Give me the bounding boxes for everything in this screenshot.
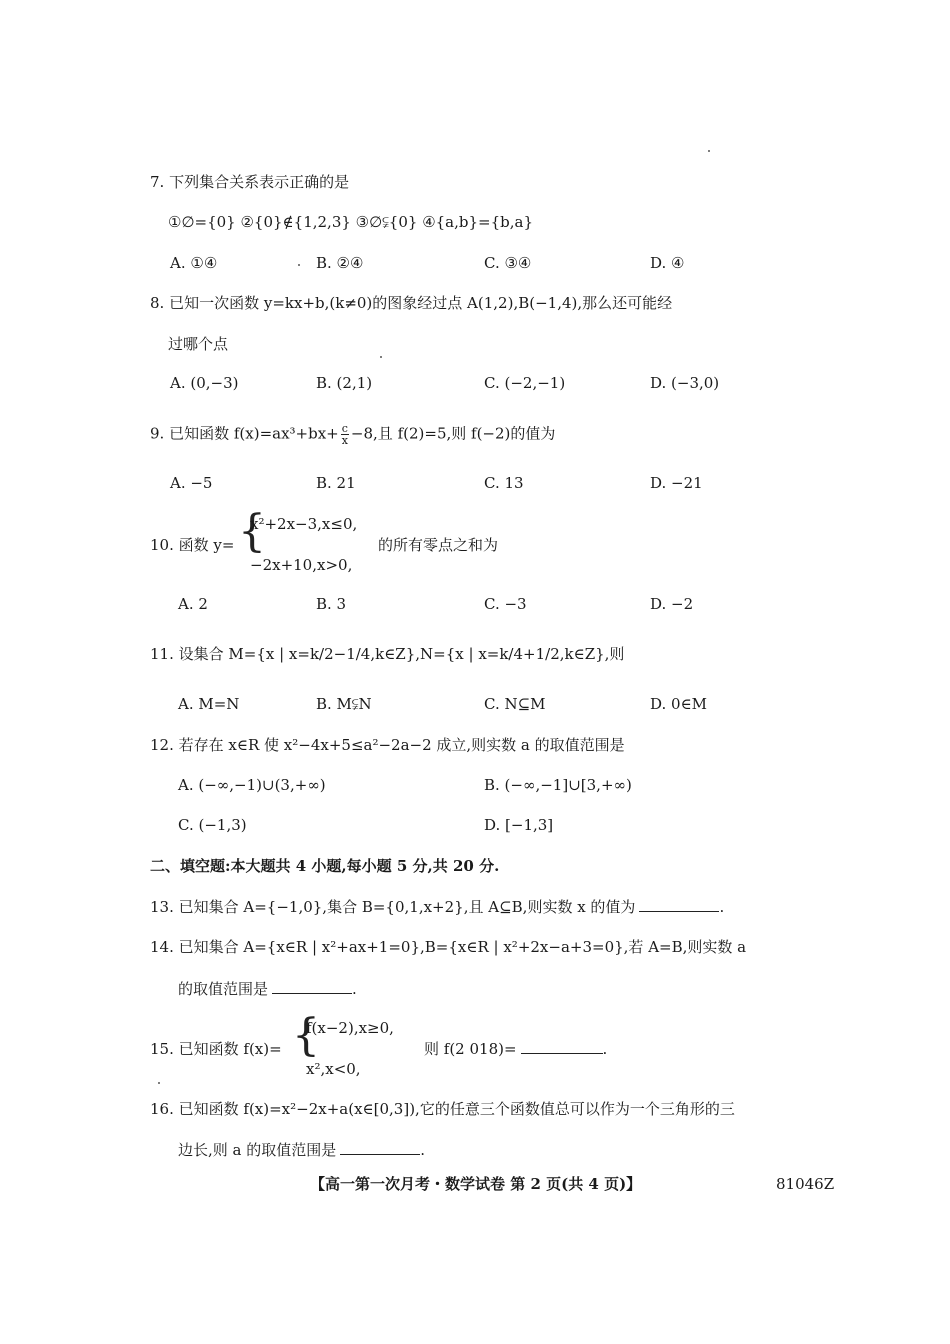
q9-stem-b: −8,且 f(2)=5,则 f(−2)的值为: [350, 424, 556, 443]
scan-speck: [708, 150, 710, 152]
q14-text-2: 的取值范围是: [178, 980, 269, 998]
q9-option-c: C. 13: [484, 474, 524, 492]
q9-fraction: [341, 423, 349, 446]
q10-case-1: x²+2x−3,x≤0,: [250, 515, 358, 533]
q9-frac-num: c: [341, 422, 348, 435]
q13-end: .: [719, 898, 725, 916]
q15-case-1: f(x−2),x≥0,: [306, 1019, 394, 1037]
q14-stem: 14. 已知集合 A={x∈R | x²+ax+1=0},B={x∈R | x²+2x−a+3=0},若 A=B,则实数 a: [150, 938, 747, 956]
q8-stem: 8. 已知一次函数 y=kx+b,(k≠0)的图象经过点 A(1,2),B(−1,4),那么还可能经: [150, 294, 673, 312]
q9-stem-a: 9. 已知函数 f(x)=ax³+bx+: [150, 424, 339, 443]
q7-option-d: D. ④: [650, 254, 685, 272]
q15-brace: {: [292, 1010, 320, 1061]
q11-stem: 11. 设集合 M={x | x=k/2−1/4,k∈Z},N={x | x=k/4+1/2,k∈Z},则: [150, 645, 625, 663]
q14-answer-blank[interactable]: [272, 979, 352, 994]
q7-items: ①∅={0} ②{0}∉{1,2,3} ③∅⫋{0} ④{a,b}={b,a}: [168, 213, 534, 231]
q15-prefix: 15. 已知函数 f(x)=: [150, 1040, 282, 1058]
q11-option-c: C. N⊆M: [484, 695, 546, 713]
q10-prefix: 10. 函数 y=: [150, 536, 235, 554]
footer-title: 【高一第一次月考・数学试卷 第 2 页(共 4 页)】: [310, 1175, 642, 1193]
q13-text: 13. 已知集合 A={−1,0},集合 B={0,1,x+2},且 A⊆B,则实数 x 的值为: [150, 898, 636, 916]
q16-text-2: 边长,则 a 的取值范围是: [178, 1141, 337, 1159]
q16-stem: 16. 已知函数 f(x)=x²−2x+a(x∈[0,3]),它的任意三个函数值总可以作为一个三角形的三: [150, 1100, 735, 1118]
q7-stem: 7. 下列集合关系表示正确的是: [150, 173, 350, 191]
q9-option-b: B. 21: [316, 474, 356, 492]
q10-suffix: 的所有零点之和为: [378, 536, 499, 554]
q9-option-a: A. −5: [170, 474, 213, 492]
q16-stem-2: [178, 1140, 425, 1160]
q7-option-a: A. ①④: [170, 254, 218, 272]
q15-suffix-text: 则 f(2 018)=: [424, 1040, 517, 1058]
q15-suffix: [424, 1039, 607, 1059]
q16-end: .: [420, 1141, 426, 1159]
scan-speck: [298, 264, 300, 266]
q15-case-2: x²,x<0,: [306, 1060, 361, 1078]
q7-option-c: C. ③④: [484, 254, 532, 272]
scan-speck: [158, 1082, 160, 1084]
q9-frac-den: x: [341, 434, 348, 447]
q9-option-d: D. −21: [650, 474, 703, 492]
q13-stem: [150, 897, 724, 917]
q10-option-d: D. −2: [650, 595, 694, 613]
q8-option-a: A. (0,−3): [170, 374, 239, 392]
section-2-heading: 二、填空题:本大题共 4 小题,每小题 5 分,共 20 分.: [150, 857, 500, 875]
q16-answer-blank[interactable]: [340, 1140, 420, 1155]
q8-option-d: D. (−3,0): [650, 374, 720, 392]
q11-option-b: B. M⫋N: [316, 695, 372, 713]
scan-speck: [380, 356, 382, 358]
q12-option-c: C. (−1,3): [178, 816, 247, 834]
q8-option-b: B. (2,1): [316, 374, 373, 392]
q8-option-c: C. (−2,−1): [484, 374, 566, 392]
q12-option-d: D. [−1,3]: [484, 816, 554, 834]
q10-option-c: C. −3: [484, 595, 527, 613]
q15-end: .: [602, 1040, 608, 1058]
q10-option-a: A. 2: [178, 595, 208, 613]
q11-option-a: A. M=N: [178, 695, 240, 713]
q10-case-2: −2x+10,x>0,: [250, 556, 353, 574]
q12-option-a: A. (−∞,−1)∪(3,+∞): [178, 776, 326, 794]
footer-code: 81046Z: [776, 1175, 835, 1193]
q14-end: .: [352, 980, 357, 998]
q12-option-b: B. (−∞,−1]∪[3,+∞): [484, 776, 632, 794]
q10-option-b: B. 3: [316, 595, 347, 613]
q12-stem: 12. 若存在 x∈R 使 x²−4x+5≤a²−2a−2 成立,则实数 a 的取值范围是: [150, 736, 625, 754]
q10-brace: {: [238, 506, 266, 557]
q11-option-d: D. 0∈M: [650, 695, 708, 713]
q14-stem-2: [178, 979, 357, 999]
q13-answer-blank[interactable]: [639, 897, 719, 912]
q15-answer-blank[interactable]: [521, 1039, 603, 1054]
q8-stem-2: 过哪个点: [168, 335, 229, 353]
q9-stem: [150, 423, 555, 446]
q7-option-b: B. ②④: [316, 254, 364, 272]
